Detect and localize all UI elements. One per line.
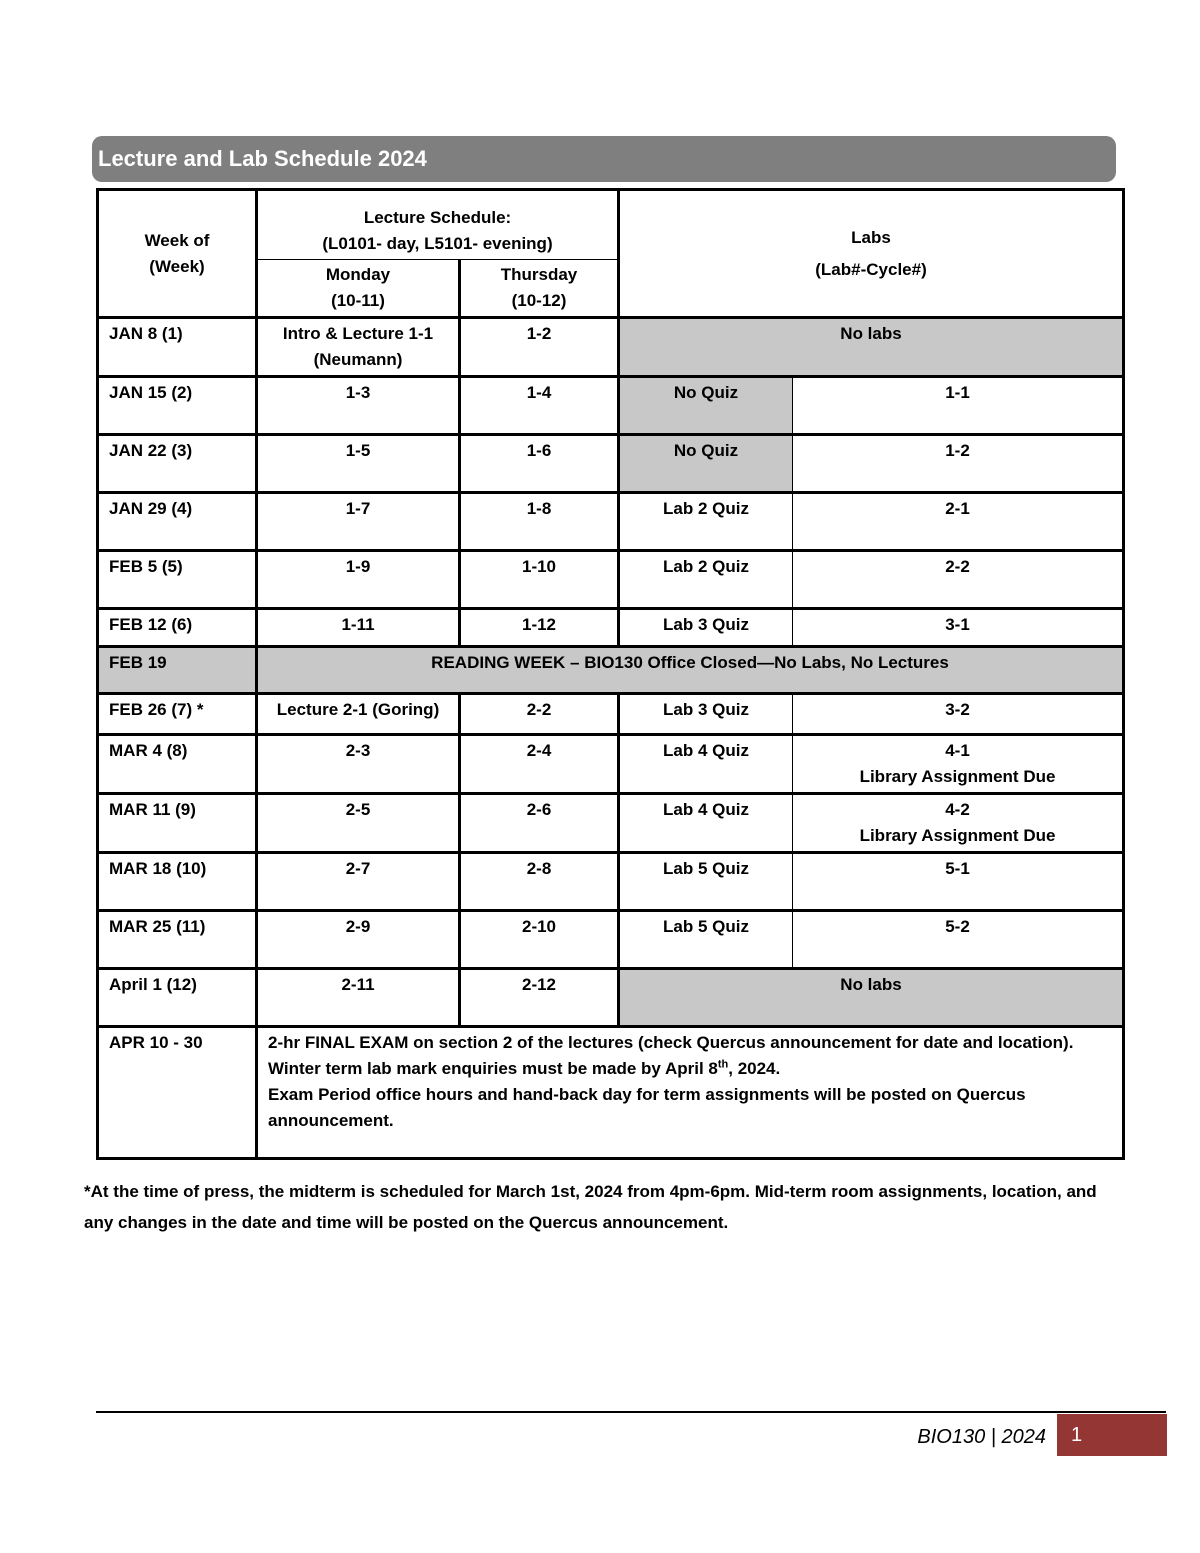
thursday-lecture-cell: 1-8 [460,493,619,551]
thursday-lecture-cell: 1-6 [460,435,619,493]
labs-header: Labs (Lab#-Cycle#) [619,190,1124,318]
schedule-title: Lecture and Lab Schedule 2024 [92,136,1116,182]
table-row [98,609,1124,647]
table-row [98,377,1124,435]
lab-quiz-cell: Lab 3 Quiz [619,694,793,735]
lab-quiz-cell: Lab 2 Quiz [619,551,793,609]
lab-cycle-cell: 3-2 [793,694,1124,735]
table-row [98,551,1124,609]
lab-cycle-cell: 1-2 [793,435,1124,493]
week-cell: MAR 4 (8) [98,735,257,794]
monday-lecture-cell: Intro & Lecture 1-1 (Neumann) [257,318,460,377]
week-cell: FEB 19 [98,647,257,694]
lab-cycle-cell: 1-1 [793,377,1124,435]
monday-lecture-cell: 1-11 [257,609,460,647]
week-cell: JAN 22 (3) [98,435,257,493]
week-cell: MAR 11 (9) [98,794,257,853]
week-cell: JAN 15 (2) [98,377,257,435]
lab-cycle-cell: 5-1 [793,853,1124,911]
table-row [98,911,1124,969]
lab-cycle-cell: 3-1 [793,609,1124,647]
final-exam-cell: 2-hr FINAL EXAM on section 2 of the lectures (check Quercus announcement for date and location). Winter term lab mark enquiries must be made by April 8th, 2024. Exam Period office hours and hand-back day for term assignments will be posted on Quercus announcement. [257,1027,1124,1159]
lecture-schedule-header: Lecture Schedule: (L0101- day, L5101- evening) [257,190,619,260]
thursday-header: Thursday (10-12) [460,260,619,318]
table-row [98,694,1124,735]
thursday-lecture-cell: 2-12 [460,969,619,1027]
thursday-lecture-cell: 2-4 [460,735,619,794]
table-row [98,853,1124,911]
monday-lecture-cell: 2-11 [257,969,460,1027]
page-number: 1 [1057,1414,1167,1456]
week-cell: FEB 26 (7) * [98,694,257,735]
thursday-lecture-cell: 1-4 [460,377,619,435]
monday-lecture-cell: 2-5 [257,794,460,853]
week-cell: April 1 (12) [98,969,257,1027]
table-row [98,318,1124,377]
monday-lecture-cell: 2-7 [257,853,460,911]
lab-quiz-cell: No Quiz [619,435,793,493]
monday-lecture-cell: 2-3 [257,735,460,794]
thursday-lecture-cell: 2-8 [460,853,619,911]
monday-lecture-cell: 1-5 [257,435,460,493]
table-row-exam [98,1027,1124,1159]
reading-week-cell: READING WEEK – BIO130 Office Closed—No Labs, No Lectures [257,647,1124,694]
table-row [98,735,1124,794]
monday-lecture-cell: 1-3 [257,377,460,435]
week-cell: FEB 5 (5) [98,551,257,609]
week-cell: JAN 29 (4) [98,493,257,551]
lab-cycle-cell: 5-2 [793,911,1124,969]
week-cell: APR 10 - 30 [98,1027,257,1159]
lab-cycle-cell: 2-1 [793,493,1124,551]
thursday-lecture-cell: 1-2 [460,318,619,377]
monday-lecture-cell: Lecture 2-1 (Goring) [257,694,460,735]
table-row [98,969,1124,1027]
monday-header: Monday (10-11) [257,260,460,318]
midterm-footnote: *At the time of press, the midterm is scheduled for March 1st, 2024 from 4pm-6pm. Mid-term room assignments, location, and any changes in the date and time will be posted on the Quercus announcement. [84,1182,1097,1232]
thursday-lecture-cell: 1-10 [460,551,619,609]
week-cell: MAR 25 (11) [98,911,257,969]
lab-quiz-cell: Lab 4 Quiz [619,735,793,794]
table-row [98,794,1124,853]
lab-cycle-cell: 4-1 Library Assignment Due [793,735,1124,794]
week-cell: MAR 18 (10) [98,853,257,911]
week-cell: JAN 8 (1) [98,318,257,377]
week-cell: FEB 12 (6) [98,609,257,647]
table-row [98,647,1124,694]
monday-lecture-cell: 2-9 [257,911,460,969]
no-labs-cell: No labs [619,969,1124,1027]
table-row [98,493,1124,551]
lab-quiz-cell: Lab 4 Quiz [619,794,793,853]
schedule-table [96,188,1125,1160]
week-column-header: Week of (Week) [98,190,257,318]
thursday-lecture-cell: 1-12 [460,609,619,647]
no-labs-cell: No labs [619,318,1124,377]
thursday-lecture-cell: 2-10 [460,911,619,969]
lab-quiz-cell: Lab 5 Quiz [619,853,793,911]
footer-rule [96,1411,1166,1413]
table-row [98,435,1124,493]
lab-quiz-cell: Lab 3 Quiz [619,609,793,647]
thursday-lecture-cell: 2-6 [460,794,619,853]
thursday-lecture-cell: 2-2 [460,694,619,735]
lab-quiz-cell: No Quiz [619,377,793,435]
footer-course-label: BIO130 | 2024 [917,1426,1046,1448]
lab-cycle-cell: 2-2 [793,551,1124,609]
lab-quiz-cell: Lab 5 Quiz [619,911,793,969]
lab-cycle-cell: 4-2 Library Assignment Due [793,794,1124,853]
monday-lecture-cell: 1-9 [257,551,460,609]
lab-quiz-cell: Lab 2 Quiz [619,493,793,551]
monday-lecture-cell: 1-7 [257,493,460,551]
